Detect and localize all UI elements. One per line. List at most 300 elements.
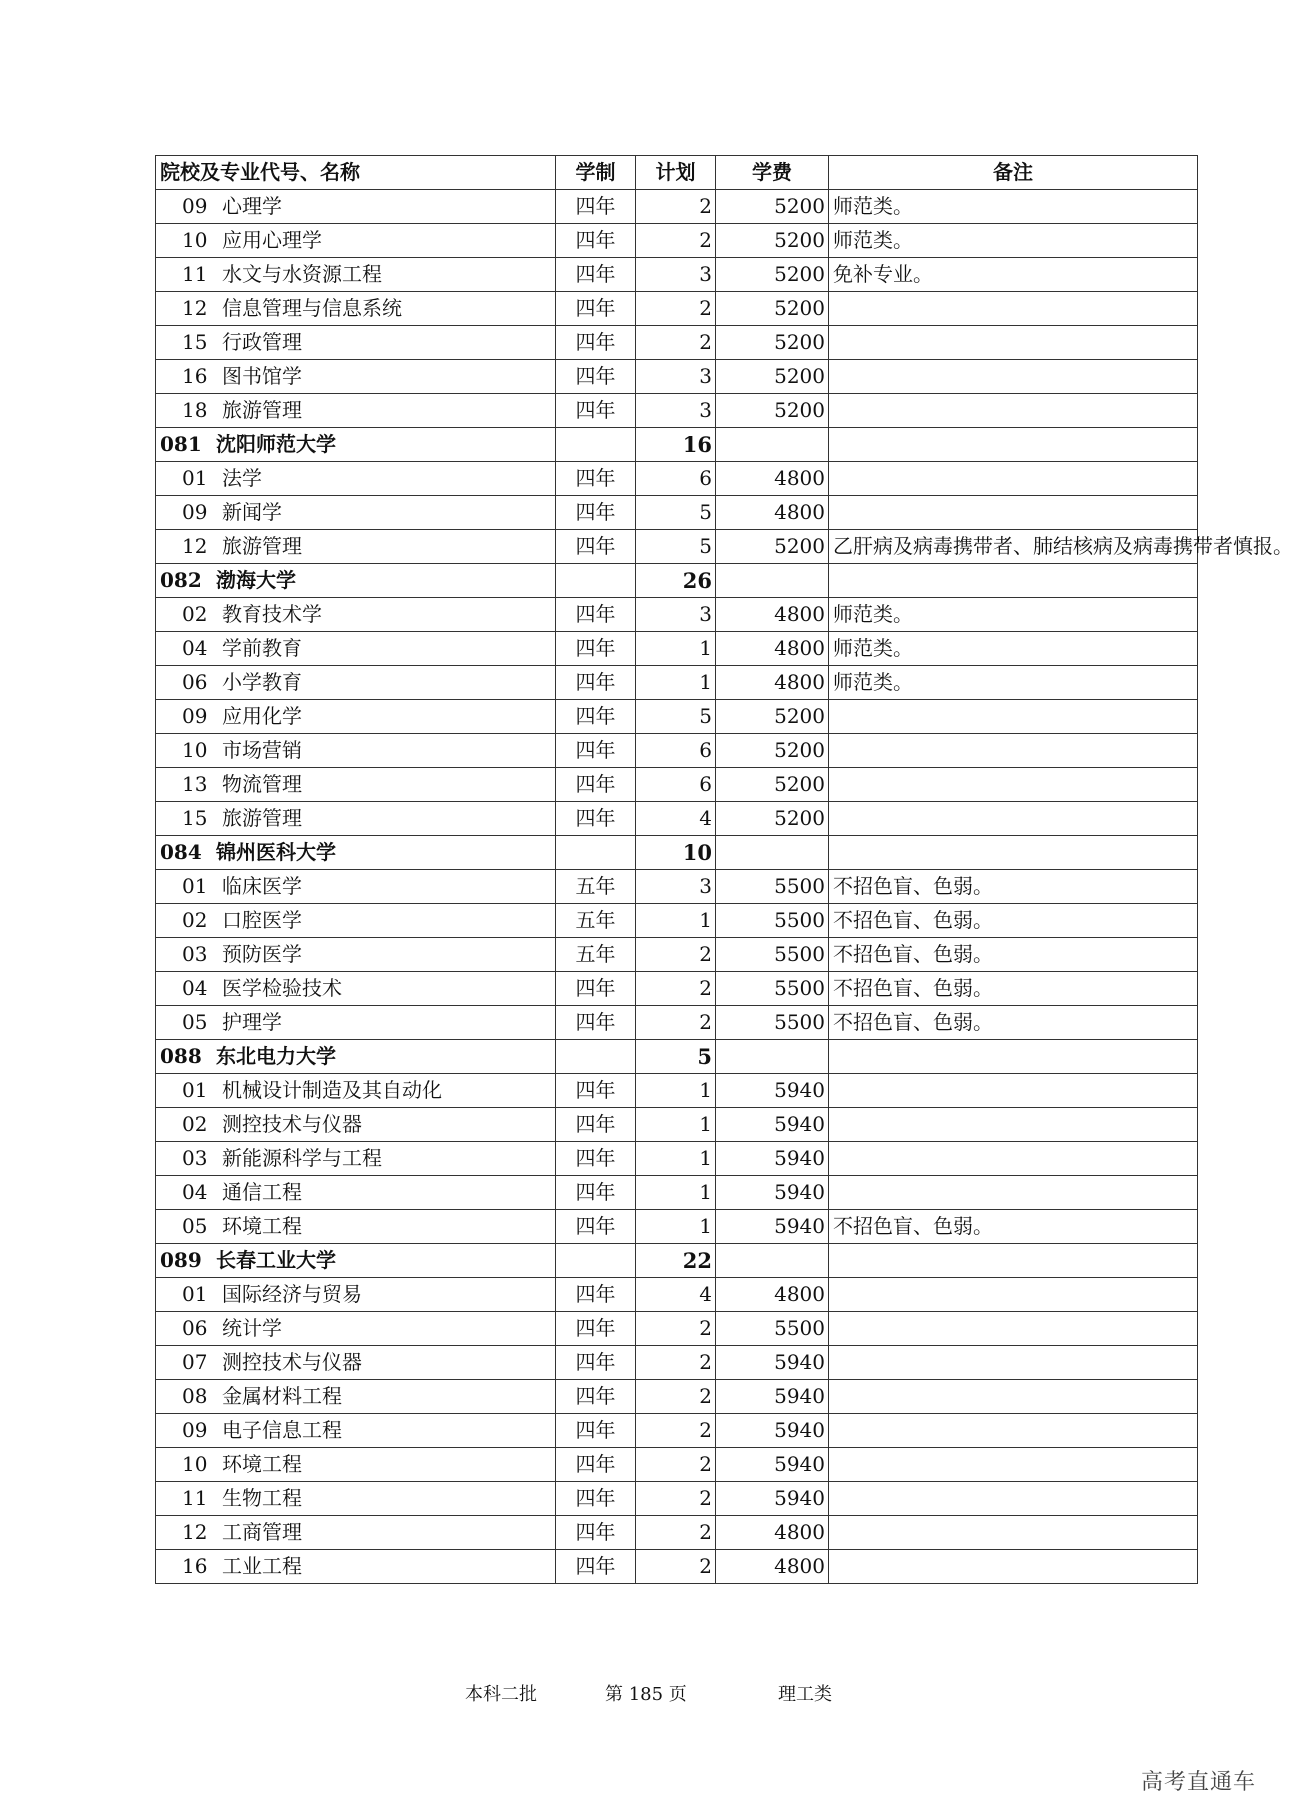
- plan-cell: 3: [636, 258, 716, 292]
- major-row: [156, 190, 1198, 224]
- major-name: 环境工程: [222, 1214, 302, 1238]
- note-cell: 师范类。: [829, 190, 1198, 224]
- school-row: [156, 1040, 1198, 1074]
- major-code: 01: [182, 874, 208, 898]
- school-row: [156, 1244, 1198, 1278]
- note-cell: 师范类。: [829, 224, 1198, 258]
- fee-cell: 5940: [716, 1176, 829, 1210]
- major-code: 07: [182, 1350, 208, 1374]
- major-name: 水文与水资源工程: [222, 262, 382, 286]
- note-cell: [829, 1448, 1198, 1482]
- major-cell: [156, 598, 556, 632]
- note-cell: [829, 428, 1198, 462]
- major-row: [156, 1448, 1198, 1482]
- major-code: 04: [182, 976, 208, 1000]
- major-row: [156, 1516, 1198, 1550]
- footer-batch: 本科二批: [465, 1684, 537, 1705]
- footer-page-number: 第 185 页: [605, 1684, 687, 1705]
- major-code: 05: [182, 1214, 208, 1238]
- major-cell: [156, 1074, 556, 1108]
- major-name: 物流管理: [222, 772, 302, 796]
- major-cell: [156, 870, 556, 904]
- major-name: 统计学: [222, 1316, 282, 1340]
- note-cell: 免补专业。: [829, 258, 1198, 292]
- duration-cell: 五年: [556, 904, 636, 938]
- fee-cell: 5940: [716, 1346, 829, 1380]
- major-row: [156, 904, 1198, 938]
- school-name: 渤海大学: [216, 568, 296, 592]
- header-duration: 学制: [556, 156, 636, 190]
- school-code: 082: [160, 568, 202, 592]
- major-code: 12: [182, 1520, 208, 1544]
- plan-cell: 6: [636, 734, 716, 768]
- major-row: [156, 632, 1198, 666]
- note-cell: [829, 734, 1198, 768]
- duration-cell: 四年: [556, 1006, 636, 1040]
- major-code: 09: [182, 1418, 208, 1442]
- major-name: 临床医学: [222, 874, 302, 898]
- school-name: 长春工业大学: [216, 1248, 336, 1272]
- note-cell: [829, 1108, 1198, 1142]
- duration-cell: 四年: [556, 666, 636, 700]
- fee-cell: 5940: [716, 1074, 829, 1108]
- plan-cell: 2: [636, 1414, 716, 1448]
- major-name: 测控技术与仪器: [222, 1350, 362, 1374]
- fee-cell: 5940: [716, 1380, 829, 1414]
- plan-cell: 2: [636, 1312, 716, 1346]
- note-cell: [829, 1550, 1198, 1584]
- school-code: 084: [160, 840, 202, 864]
- note-cell: [829, 394, 1198, 428]
- major-name: 市场营销: [222, 738, 302, 762]
- note-cell: [829, 1074, 1198, 1108]
- duration-cell: 四年: [556, 734, 636, 768]
- fee-cell: 5500: [716, 870, 829, 904]
- major-code: 09: [182, 500, 208, 524]
- plan-cell: 2: [636, 1550, 716, 1584]
- note-cell: 不招色盲、色弱。: [829, 904, 1198, 938]
- duration-cell: 四年: [556, 1550, 636, 1584]
- fee-cell: [716, 1040, 829, 1074]
- major-row: [156, 1414, 1198, 1448]
- duration-cell: 四年: [556, 632, 636, 666]
- note-cell: [829, 496, 1198, 530]
- major-cell: [156, 802, 556, 836]
- fee-cell: 4800: [716, 598, 829, 632]
- major-name: 生物工程: [222, 1486, 302, 1510]
- school-code: 089: [160, 1248, 202, 1272]
- duration-cell: 四年: [556, 1448, 636, 1482]
- fee-cell: 5200: [716, 360, 829, 394]
- major-cell: [156, 1210, 556, 1244]
- note-cell: [829, 326, 1198, 360]
- major-row: [156, 1482, 1198, 1516]
- fee-cell: 5940: [716, 1482, 829, 1516]
- major-row: [156, 1550, 1198, 1584]
- note-cell: [829, 1482, 1198, 1516]
- header-note: 备注: [829, 156, 1198, 190]
- fee-cell: 5940: [716, 1210, 829, 1244]
- major-name: 电子信息工程: [222, 1418, 342, 1442]
- fee-cell: 5500: [716, 938, 829, 972]
- plan-cell: 3: [636, 598, 716, 632]
- major-row: [156, 972, 1198, 1006]
- fee-cell: 5200: [716, 734, 829, 768]
- major-code: 11: [182, 1486, 208, 1510]
- major-row: [156, 1346, 1198, 1380]
- major-cell: [156, 190, 556, 224]
- major-cell: [156, 1516, 556, 1550]
- major-row: [156, 768, 1198, 802]
- fee-cell: 5200: [716, 394, 829, 428]
- major-row: [156, 1074, 1198, 1108]
- major-row: [156, 292, 1198, 326]
- major-cell: [156, 734, 556, 768]
- duration-cell: 四年: [556, 496, 636, 530]
- major-row: [156, 394, 1198, 428]
- major-cell: [156, 1142, 556, 1176]
- header-fee: 学费: [716, 156, 829, 190]
- duration-cell: [556, 564, 636, 598]
- header-plan: 计划: [636, 156, 716, 190]
- note-cell: [829, 1278, 1198, 1312]
- fee-cell: [716, 1244, 829, 1278]
- major-name: 学前教育: [222, 636, 302, 660]
- plan-cell: 2: [636, 972, 716, 1006]
- major-row: [156, 1108, 1198, 1142]
- duration-cell: 四年: [556, 1312, 636, 1346]
- school-row: [156, 836, 1198, 870]
- major-code: 09: [182, 194, 208, 218]
- note-cell: [829, 1346, 1198, 1380]
- page-footer: [0, 1680, 1280, 1710]
- school-code: 088: [160, 1044, 202, 1068]
- duration-cell: [556, 428, 636, 462]
- major-code: 11: [182, 262, 208, 286]
- major-row: [156, 258, 1198, 292]
- duration-cell: 四年: [556, 224, 636, 258]
- major-row: [156, 1142, 1198, 1176]
- major-code: 08: [182, 1384, 208, 1408]
- major-code: 03: [182, 942, 208, 966]
- major-cell: [156, 1414, 556, 1448]
- duration-cell: 四年: [556, 1414, 636, 1448]
- school-plan-total: 5: [636, 1040, 716, 1074]
- major-code: 13: [182, 772, 208, 796]
- note-cell: [829, 836, 1198, 870]
- major-name: 环境工程: [222, 1452, 302, 1476]
- plan-cell: 6: [636, 768, 716, 802]
- major-name: 应用心理学: [222, 228, 322, 252]
- major-row: [156, 1278, 1198, 1312]
- header-name: 院校及专业代号、名称: [156, 156, 556, 190]
- major-name: 口腔医学: [222, 908, 302, 932]
- duration-cell: 四年: [556, 394, 636, 428]
- duration-cell: 四年: [556, 462, 636, 496]
- major-row: [156, 598, 1198, 632]
- major-cell: [156, 1176, 556, 1210]
- major-name: 医学检验技术: [222, 976, 342, 1000]
- plan-cell: 3: [636, 360, 716, 394]
- school-name: 锦州医科大学: [216, 840, 336, 864]
- footer-category: 理工类: [778, 1684, 832, 1705]
- major-name: 机械设计制造及其自动化: [222, 1078, 442, 1102]
- major-cell: [156, 360, 556, 394]
- major-code: 06: [182, 670, 208, 694]
- plan-cell: 2: [636, 1380, 716, 1414]
- duration-cell: 四年: [556, 1108, 636, 1142]
- plan-cell: 6: [636, 462, 716, 496]
- fee-cell: 5200: [716, 530, 829, 564]
- major-name: 小学教育: [222, 670, 302, 694]
- school-name: 东北电力大学: [216, 1044, 336, 1068]
- note-cell: 不招色盲、色弱。: [829, 938, 1198, 972]
- school-cell: [156, 1244, 556, 1278]
- major-code: 01: [182, 466, 208, 490]
- fee-cell: 5200: [716, 224, 829, 258]
- major-name: 旅游管理: [222, 534, 302, 558]
- fee-cell: 5200: [716, 700, 829, 734]
- duration-cell: [556, 836, 636, 870]
- school-plan-total: 16: [636, 428, 716, 462]
- fee-cell: [716, 428, 829, 462]
- major-name: 应用化学: [222, 704, 302, 728]
- plan-cell: 2: [636, 1516, 716, 1550]
- major-cell: [156, 394, 556, 428]
- major-row: [156, 666, 1198, 700]
- note-cell: 不招色盲、色弱。: [829, 1006, 1198, 1040]
- major-code: 10: [182, 228, 208, 252]
- note-cell: [829, 564, 1198, 598]
- plan-cell: 2: [636, 224, 716, 258]
- major-name: 旅游管理: [222, 806, 302, 830]
- major-code: 02: [182, 908, 208, 932]
- fee-cell: 5940: [716, 1142, 829, 1176]
- duration-cell: 四年: [556, 1142, 636, 1176]
- major-cell: [156, 700, 556, 734]
- fee-cell: 5940: [716, 1108, 829, 1142]
- major-code: 03: [182, 1146, 208, 1170]
- fee-cell: 5500: [716, 904, 829, 938]
- major-code: 12: [182, 296, 208, 320]
- duration-cell: 五年: [556, 938, 636, 972]
- fee-cell: 5200: [716, 190, 829, 224]
- duration-cell: 四年: [556, 360, 636, 394]
- note-cell: [829, 1414, 1198, 1448]
- major-code: 15: [182, 806, 208, 830]
- major-code: 16: [182, 1554, 208, 1578]
- major-code: 04: [182, 1180, 208, 1204]
- plan-cell: 1: [636, 1108, 716, 1142]
- plan-cell: 3: [636, 394, 716, 428]
- major-code: 05: [182, 1010, 208, 1034]
- major-name: 新能源科学与工程: [222, 1146, 382, 1170]
- major-cell: [156, 972, 556, 1006]
- major-name: 心理学: [222, 194, 282, 218]
- plan-cell: 4: [636, 802, 716, 836]
- major-code: 01: [182, 1282, 208, 1306]
- plan-cell: 5: [636, 496, 716, 530]
- major-name: 预防医学: [222, 942, 302, 966]
- plan-cell: 3: [636, 870, 716, 904]
- major-row: [156, 734, 1198, 768]
- major-name: 通信工程: [222, 1180, 302, 1204]
- major-row: [156, 938, 1198, 972]
- major-name: 工商管理: [222, 1520, 302, 1544]
- plan-cell: 2: [636, 292, 716, 326]
- duration-cell: 四年: [556, 598, 636, 632]
- duration-cell: 四年: [556, 700, 636, 734]
- major-cell: [156, 1108, 556, 1142]
- school-plan-total: 26: [636, 564, 716, 598]
- major-code: 18: [182, 398, 208, 422]
- plan-cell: 2: [636, 1006, 716, 1040]
- major-code: 10: [182, 738, 208, 762]
- fee-cell: [716, 836, 829, 870]
- major-code: 12: [182, 534, 208, 558]
- fee-cell: 5200: [716, 292, 829, 326]
- plan-cell: 2: [636, 1482, 716, 1516]
- note-cell: 师范类。: [829, 632, 1198, 666]
- major-cell: [156, 1346, 556, 1380]
- major-cell: [156, 1550, 556, 1584]
- plan-cell: 2: [636, 326, 716, 360]
- note-cell: 不招色盲、色弱。: [829, 1210, 1198, 1244]
- major-code: 06: [182, 1316, 208, 1340]
- duration-cell: 四年: [556, 190, 636, 224]
- note-cell: 不招色盲、色弱。: [829, 870, 1198, 904]
- major-row: [156, 700, 1198, 734]
- major-code: 02: [182, 1112, 208, 1136]
- plan-cell: 2: [636, 938, 716, 972]
- major-name: 国际经济与贸易: [222, 1282, 362, 1306]
- note-cell: 不招色盲、色弱。: [829, 972, 1198, 1006]
- note-cell: [829, 292, 1198, 326]
- major-name: 教育技术学: [222, 602, 322, 626]
- note-cell: [829, 700, 1198, 734]
- note-cell: [829, 1142, 1198, 1176]
- plan-cell: 1: [636, 632, 716, 666]
- major-code: 10: [182, 1452, 208, 1476]
- note-cell: [829, 1040, 1198, 1074]
- school-plan-total: 10: [636, 836, 716, 870]
- major-row: [156, 496, 1198, 530]
- note-cell: [829, 1312, 1198, 1346]
- major-row: [156, 224, 1198, 258]
- major-name: 法学: [222, 466, 262, 490]
- major-cell: [156, 904, 556, 938]
- duration-cell: [556, 1244, 636, 1278]
- major-row: [156, 360, 1198, 394]
- major-cell: [156, 938, 556, 972]
- fee-cell: 5200: [716, 802, 829, 836]
- note-cell: [829, 360, 1198, 394]
- duration-cell: 四年: [556, 802, 636, 836]
- major-code: 02: [182, 602, 208, 626]
- fee-cell: 4800: [716, 632, 829, 666]
- note-cell: [829, 768, 1198, 802]
- plan-cell: 1: [636, 1210, 716, 1244]
- major-cell: [156, 632, 556, 666]
- school-row: [156, 428, 1198, 462]
- note-cell: 师范类。: [829, 666, 1198, 700]
- major-row: [156, 802, 1198, 836]
- plan-cell: 5: [636, 530, 716, 564]
- fee-cell: 4800: [716, 666, 829, 700]
- plan-cell: 2: [636, 1346, 716, 1380]
- duration-cell: [556, 1040, 636, 1074]
- duration-cell: 四年: [556, 1074, 636, 1108]
- major-cell: [156, 326, 556, 360]
- plan-cell: 1: [636, 1176, 716, 1210]
- duration-cell: 四年: [556, 1380, 636, 1414]
- major-row: [156, 530, 1198, 564]
- major-row: [156, 462, 1198, 496]
- note-cell: 乙肝病及病毒携带者、肺结核病及病毒携带者慎报。: [829, 530, 1198, 564]
- major-code: 16: [182, 364, 208, 388]
- major-name: 工业工程: [222, 1554, 302, 1578]
- major-row: [156, 1312, 1198, 1346]
- fee-cell: 5500: [716, 1312, 829, 1346]
- fee-cell: 4800: [716, 1278, 829, 1312]
- duration-cell: 四年: [556, 530, 636, 564]
- plan-cell: 5: [636, 700, 716, 734]
- school-cell: [156, 428, 556, 462]
- major-code: 15: [182, 330, 208, 354]
- watermark-text: 高考直通车: [1140, 1770, 1256, 1795]
- school-plan-total: 22: [636, 1244, 716, 1278]
- major-cell: [156, 666, 556, 700]
- duration-cell: 四年: [556, 326, 636, 360]
- major-row: [156, 1210, 1198, 1244]
- major-code: 09: [182, 704, 208, 728]
- plan-cell: 1: [636, 1074, 716, 1108]
- school-cell: [156, 1040, 556, 1074]
- major-name: 图书馆学: [222, 364, 302, 388]
- note-cell: [829, 462, 1198, 496]
- duration-cell: 四年: [556, 292, 636, 326]
- major-row: [156, 870, 1198, 904]
- plan-cell: 2: [636, 190, 716, 224]
- plan-cell: 1: [636, 904, 716, 938]
- fee-cell: 5940: [716, 1448, 829, 1482]
- major-cell: [156, 530, 556, 564]
- major-name: 金属材料工程: [222, 1384, 342, 1408]
- fee-cell: 4800: [716, 1550, 829, 1584]
- major-name: 新闻学: [222, 500, 282, 524]
- major-row: [156, 326, 1198, 360]
- major-name: 护理学: [222, 1010, 282, 1034]
- fee-cell: 5200: [716, 258, 829, 292]
- fee-cell: 5200: [716, 326, 829, 360]
- duration-cell: 五年: [556, 870, 636, 904]
- fee-cell: 4800: [716, 496, 829, 530]
- major-name: 行政管理: [222, 330, 302, 354]
- major-cell: [156, 258, 556, 292]
- major-cell: [156, 496, 556, 530]
- major-code: 04: [182, 636, 208, 660]
- table-body: [156, 190, 1293, 1584]
- major-name: 测控技术与仪器: [222, 1112, 362, 1136]
- major-cell: [156, 1380, 556, 1414]
- school-row: [156, 564, 1198, 598]
- major-row: [156, 1006, 1198, 1040]
- plan-cell: 1: [636, 1142, 716, 1176]
- duration-cell: 四年: [556, 768, 636, 802]
- duration-cell: 四年: [556, 1210, 636, 1244]
- school-name: 沈阳师范大学: [216, 432, 336, 456]
- note-cell: [829, 1380, 1198, 1414]
